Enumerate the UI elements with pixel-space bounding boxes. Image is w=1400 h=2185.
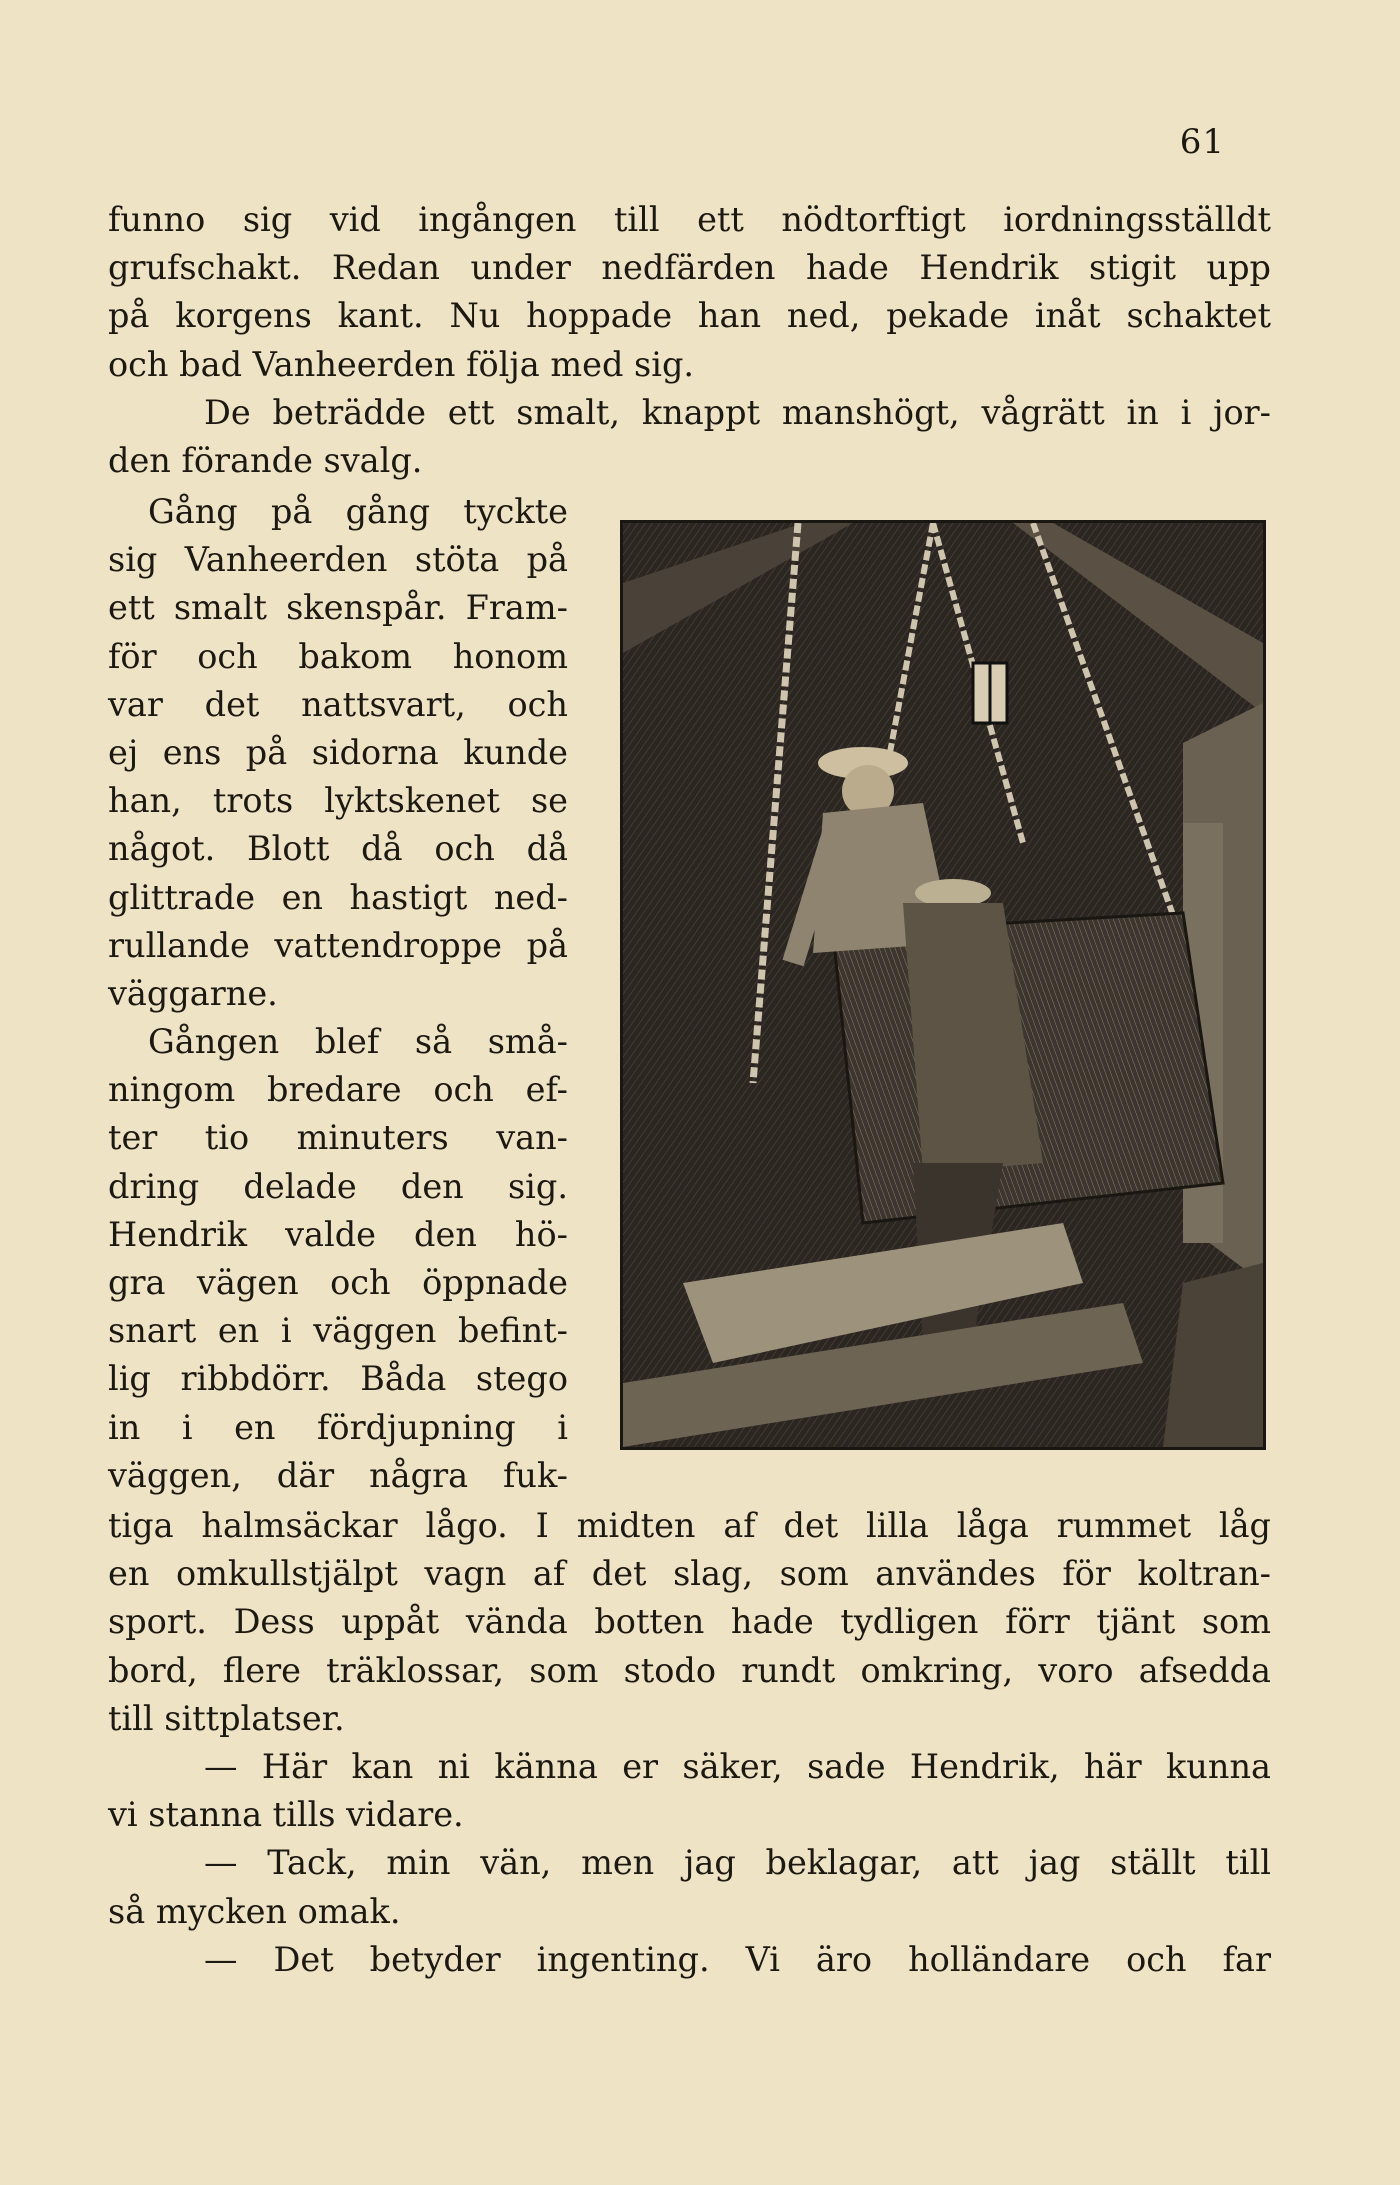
text-line: för och bakom honom bbox=[108, 636, 568, 676]
text-line: rullande vattendroppe på bbox=[108, 925, 568, 965]
text-line: på korgens kant. Nu hoppade han ned, pekade inåt schaktet bbox=[108, 296, 1271, 336]
text-line: tiga halmsäckar lågo. I midten af det lilla låga rummet låg bbox=[108, 1506, 1271, 1545]
text-line: så mycken omak. bbox=[108, 1891, 401, 1931]
paragraph-block-top bbox=[108, 196, 1271, 485]
text-line: ett smalt skenspår. Fram- bbox=[108, 588, 568, 628]
text-line: väggarne. bbox=[108, 973, 278, 1013]
text-line: snart en i väggen befint- bbox=[108, 1311, 568, 1351]
text-line: dring delade den sig. bbox=[108, 1166, 568, 1206]
text-line: väggen, där några fuk- bbox=[108, 1455, 568, 1495]
text-line: Gång på gång tyckte bbox=[148, 492, 568, 531]
paragraph-block-bottom bbox=[108, 1502, 1271, 1984]
text-line: in i en fördjupning i bbox=[108, 1407, 568, 1447]
text-line: — Här kan ni känna er säker, sade Hendrik, här kunna bbox=[204, 1746, 1271, 1786]
text-line: ter tio minuters van- bbox=[108, 1118, 568, 1158]
text-line: — Det betyder ingenting. Vi äro holländare och far bbox=[204, 1939, 1271, 1979]
text-line: han, trots lyktskenet se bbox=[108, 781, 568, 821]
text-line: sport. Dess uppåt vända botten hade tydligen förr tjänt som bbox=[108, 1602, 1271, 1642]
page-number: 61 bbox=[1179, 122, 1225, 162]
text-line: bord, flere träklossar, som stodo rundt omkring, voro afsedda bbox=[108, 1650, 1271, 1690]
text-line: ningom bredare och ef- bbox=[108, 1070, 568, 1110]
text-line: sig Vanheerden stöta på bbox=[108, 540, 568, 580]
text-line: grufschakt. Redan under nedfärden hade Hendrik stigit upp bbox=[108, 248, 1271, 288]
text-line: Gången blef så små- bbox=[148, 1022, 568, 1062]
text-line: till sittplatser. bbox=[108, 1698, 345, 1738]
text-line: och bad Vanheerden följa med sig. bbox=[108, 344, 695, 384]
text-line: ej ens på sidorna kunde bbox=[108, 732, 568, 772]
text-line: Hendrik valde den hö- bbox=[108, 1214, 568, 1254]
text-line: glittrade en hastigt ned- bbox=[108, 877, 568, 917]
mine-basket-engraving bbox=[623, 523, 1263, 1447]
text-line: vi stanna tills vidare. bbox=[108, 1795, 464, 1835]
text-line: var det nattsvart, och bbox=[108, 684, 568, 724]
text-line: lig ribbdörr. Båda stego bbox=[108, 1359, 568, 1399]
text-line: något. Blott då och då bbox=[108, 829, 568, 869]
text-line: funno sig vid ingången till ett nödtorftigt iordningsställdt bbox=[108, 200, 1271, 239]
text-line: gra vägen och öppnade bbox=[108, 1263, 568, 1302]
text-line: De beträdde ett smalt, knappt manshögt, vågrätt in i jor- bbox=[204, 392, 1271, 432]
text-line: en omkullstjälpt vagn af det slag, som användes för koltran- bbox=[108, 1554, 1271, 1594]
text-line: — Tack, min vän, men jag beklagar, att jag ställt till bbox=[204, 1843, 1271, 1883]
text-line: den förande svalg. bbox=[108, 440, 423, 480]
illustration bbox=[620, 520, 1266, 1450]
